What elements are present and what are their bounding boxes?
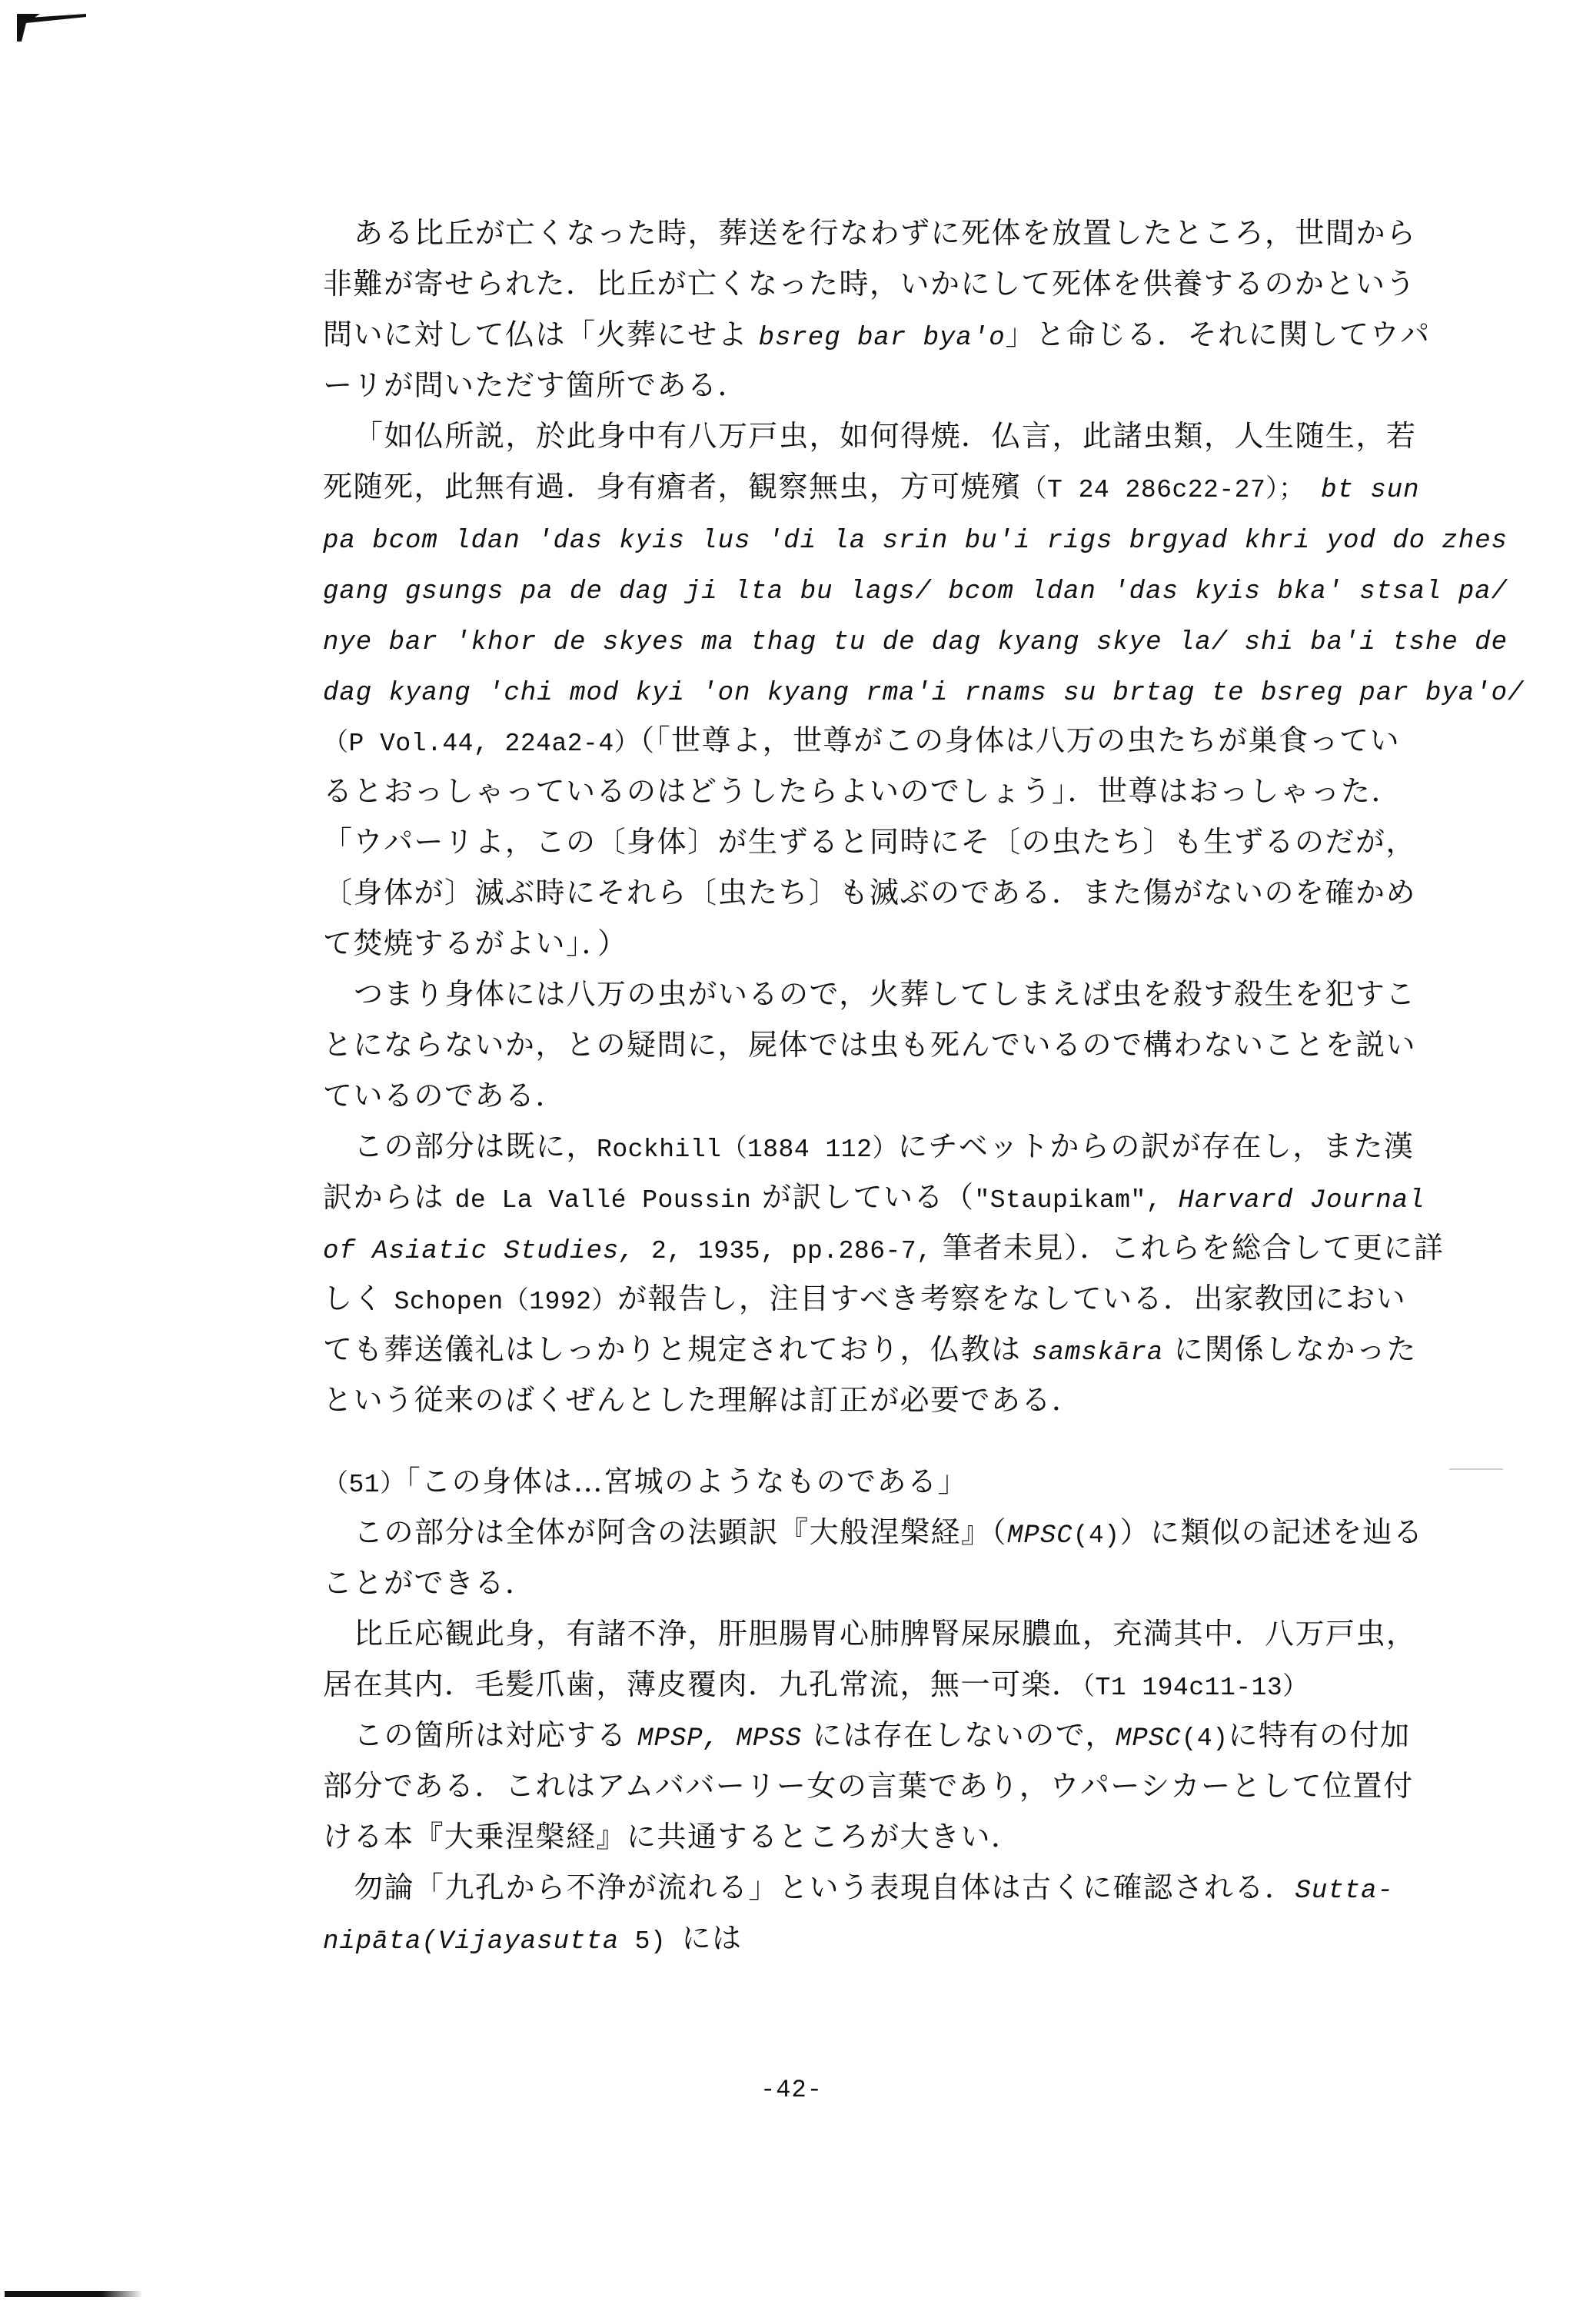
text-run: 部分である．これはアムババーリー女の言葉であり，ウパーシカーとして位置付 <box>323 1769 1414 1803</box>
text-run: nye bar 'khor de skyes ma thag tu de dag kyang skye la/ shi ba'i tshe de <box>323 628 1508 657</box>
text-run: bt sun <box>1304 476 1420 505</box>
text-line <box>323 208 1507 258</box>
text-run: ある比丘が亡くなった時，葬送を行なわずに死体を放置したところ，世間から <box>354 216 1417 250</box>
paragraph-p4 <box>323 1121 1507 1425</box>
text-run: Schopen（1992） <box>394 1288 617 1316</box>
text-run: には存在しないので， <box>802 1718 1116 1752</box>
text-line <box>323 1608 1507 1659</box>
text-run: 「ウパーリよ，この〔身体〕が生ずると同時にそ〔の虫たち〕も生ずるのだが， <box>323 825 1417 859</box>
paragraph-p7 <box>323 1710 1507 1862</box>
text-run: ているのである． <box>323 1079 567 1112</box>
text-line <box>323 613 1507 664</box>
text-run: 「如仏所説，於此身中有八万戸虫，如何得焼．仏言，此諸虫類，人生随生，若 <box>354 419 1417 453</box>
text-run: という従来のばくぜんとした理解は訂正が必要である． <box>323 1383 1082 1417</box>
note-heading-51 <box>323 1456 1507 1507</box>
text-run: Sutta- <box>1295 1877 1394 1906</box>
text-run: de La Vallé Poussin <box>454 1186 752 1215</box>
text-run: MPSC <box>1007 1521 1073 1551</box>
text-run: gang gsungs pa de dag ji lta bu lags/ bcom ldan 'das kyis bka' stsal pa/ <box>323 577 1508 607</box>
text-run: ける本『大乗涅槃経』に共通するところが大きい． <box>323 1820 1022 1854</box>
text-run: 非難が寄せられた．比丘が亡くなった時，いかにして死体を供養するのかという <box>323 267 1417 301</box>
text-run: 勿論「九孔から不浄が流れる」という表現自体は古くに確認される． <box>354 1870 1295 1904</box>
text-line <box>323 664 1525 715</box>
text-line <box>323 969 1507 1019</box>
text-line <box>323 360 1507 411</box>
text-run: 比丘応観此身，有諸不浄，肝胆腸胃心肺脾腎屎尿膿血，充満其中．八万戸虫， <box>354 1617 1417 1651</box>
text-run: （T1 194c11-13） <box>1082 1674 1309 1702</box>
text-run: ）に類似の記述を辿る <box>1119 1515 1424 1549</box>
text-run: しく <box>323 1282 394 1315</box>
text-run: ことができる． <box>323 1566 536 1600</box>
text-line <box>323 1070 1507 1121</box>
text-run: bsreg bar bya'o <box>758 324 1006 353</box>
text-line <box>323 1558 1507 1608</box>
text-line <box>323 1375 1507 1425</box>
scan-bottom-mark <box>5 2291 143 2297</box>
text-run: 2, 1935, pp.286-7, <box>635 1237 933 1265</box>
section-spacer <box>323 1425 1507 1456</box>
text-run: とにならないか，との疑問に，屍体では虫も死んでいるので構わないことを説い <box>323 1028 1417 1062</box>
text-run: に特有の付加 <box>1228 1718 1411 1752</box>
text-run: MPSP, MPSS <box>637 1724 803 1754</box>
scan-corner-mark <box>17 14 86 45</box>
text-line <box>323 1456 1507 1507</box>
text-run: "Staupikam", <box>974 1186 1162 1215</box>
text-run: ーリが問いただす箇所である． <box>323 368 749 402</box>
text-line <box>323 715 1507 766</box>
text-line <box>323 1324 1507 1375</box>
text-line <box>323 1172 1507 1222</box>
text-run: 死随死，此無有過．身有瘡者，観察無虫，方可焼殯 <box>323 470 1022 504</box>
text-line <box>323 766 1507 816</box>
text-line <box>323 1659 1507 1710</box>
text-run: 居在其内．毛髪爪歯，薄皮覆肉．九孔常流，無一可楽． <box>323 1667 1082 1701</box>
paragraph-p2 <box>323 411 1525 969</box>
text-line <box>323 1710 1507 1760</box>
text-line <box>323 1760 1507 1811</box>
text-run: samskāra <box>1032 1338 1164 1368</box>
text-line <box>323 1222 1507 1273</box>
text-run: この部分は全体が阿含の法顕訳『大般涅槃経』（ <box>354 1515 1008 1549</box>
text-line <box>323 1811 1507 1862</box>
text-run: （「世尊よ，世尊がこの身体は八万の虫たちが巣食ってい <box>640 723 1401 757</box>
text-run: （T 24 286c22-27）； <box>1021 476 1305 504</box>
text-run: nipāta(Vijayasutta <box>323 1927 620 1957</box>
text-run: dag kyang 'chi mod kyi 'on kyang rma'i rnams su brtag te bsreg par bya'o/ <box>323 679 1525 708</box>
text-run: of Asiatic Studies, <box>323 1237 636 1266</box>
text-line <box>323 918 1507 969</box>
text-run: が訳している（ <box>751 1180 975 1214</box>
text-run: が報告し，注目すべき考察をなしている．出家教団におい <box>617 1282 1407 1315</box>
text-run: 訳からは <box>323 1180 455 1214</box>
text-line <box>323 1273 1507 1324</box>
text-line <box>323 1507 1507 1558</box>
text-run: 5) <box>619 1927 682 1956</box>
text-run: pa bcom ldan 'das kyis lus 'di la srin bu'i rigs brgyad khri yod do zhes <box>323 527 1508 556</box>
text-run: （P Vol.44, 224a2-4） <box>323 730 640 758</box>
text-line <box>323 1913 1507 1963</box>
text-run: 筆者未見）．これらを総合して更に詳 <box>932 1231 1445 1265</box>
text-run: この部分は既に， <box>354 1129 597 1163</box>
text-run: つまり身体には八万の虫がいるので，火葬してしまえば虫を殺す殺生を犯すこ <box>354 977 1416 1011</box>
text-line <box>323 258 1507 309</box>
text-run: Rockhill（1884 112） <box>597 1135 898 1164</box>
text-run: 」と命じる．それに関してウパ <box>1005 318 1431 351</box>
text-line <box>323 1862 1507 1913</box>
text-line <box>323 1019 1507 1070</box>
text-line <box>323 816 1507 867</box>
text-line <box>323 1121 1507 1172</box>
text-run: Harvard Journal <box>1162 1186 1425 1215</box>
page-number: -42- <box>760 2076 823 2104</box>
text-run: に関係しなかった <box>1163 1332 1417 1366</box>
text-run: るとおっしゃっているのはどうしたらよいのでしょう」．世尊はおっしゃった． <box>323 774 1402 808</box>
text-run: （51） <box>323 1471 406 1499</box>
text-run: (4) <box>1181 1724 1229 1753</box>
paragraph-p3 <box>323 969 1507 1121</box>
text-run: この箇所は対応する <box>354 1718 638 1752</box>
text-run: には <box>681 1921 743 1955</box>
text-line <box>323 461 1507 512</box>
body-text <box>323 208 1525 1963</box>
text-run: 〔身体が〕滅ぶ時にそれら〔虫たち〕も滅ぶのである．また傷がないのを確かめ <box>323 876 1417 909</box>
paragraph-p8 <box>323 1862 1507 1963</box>
text-run: にチベットからの訳が存在し，また漢 <box>897 1129 1415 1163</box>
text-run: ても葬送儀礼はしっかりと規定されており，仏教は <box>323 1332 1033 1366</box>
text-run: (4) <box>1073 1521 1120 1550</box>
text-run: MPSC <box>1115 1724 1182 1754</box>
paragraph-p1 <box>323 208 1507 411</box>
paragraph-p5 <box>323 1507 1507 1608</box>
text-line <box>323 867 1507 918</box>
text-run: 「この身体は…宮城のようなものである」 <box>405 1465 969 1498</box>
text-line <box>323 309 1507 360</box>
text-line <box>323 411 1507 461</box>
text-line <box>323 563 1507 613</box>
text-run: て焚焼するがよい」．） <box>323 926 628 960</box>
text-line <box>323 512 1507 563</box>
paragraph-p6 <box>323 1608 1507 1710</box>
text-run: 問いに対して仏は「火葬にせよ <box>323 318 759 351</box>
